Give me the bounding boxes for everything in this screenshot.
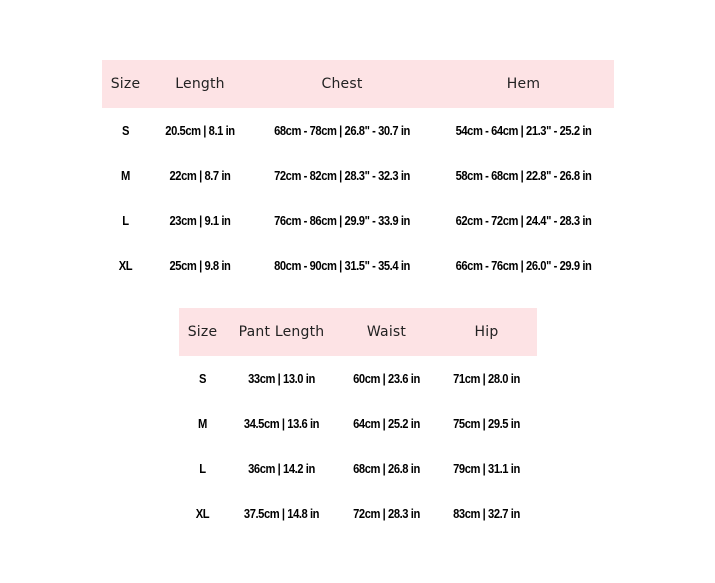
size-cell: L <box>122 213 129 228</box>
table-row <box>102 198 614 243</box>
length-cell: 23cm | 9.1 in <box>169 213 231 228</box>
hip-cell: 83cm | 32.7 in <box>453 506 520 521</box>
header-waist: Waist <box>337 308 436 356</box>
table-row <box>102 243 614 288</box>
table-row <box>179 356 537 401</box>
header-length: Length <box>149 60 251 108</box>
table-header-row <box>102 60 614 108</box>
size-cell: XL <box>195 506 210 521</box>
length-cell: 20.5cm | 8.1 in <box>165 123 235 138</box>
size-cell: M <box>121 168 130 183</box>
header-size: Size <box>179 308 226 356</box>
pant-length-cell: 33cm | 13.0 in <box>248 371 315 386</box>
length-cell: 25cm | 9.8 in <box>169 258 231 273</box>
top-size-table <box>102 60 614 288</box>
waist-cell: 64cm | 25.2 in <box>353 416 420 431</box>
hip-cell: 75cm | 29.5 in <box>453 416 520 431</box>
header-chest: Chest <box>251 60 433 108</box>
length-cell: 22cm | 8.7 in <box>169 168 231 183</box>
table-row <box>102 108 614 153</box>
size-cell: XL <box>118 258 133 273</box>
pant-length-cell: 37.5cm | 14.8 in <box>243 506 320 521</box>
chest-cell: 80cm - 90cm | 31.5" - 35.4 in <box>274 258 410 273</box>
hem-cell: 62cm - 72cm | 24.4" - 28.3 in <box>455 213 592 228</box>
hip-cell: 71cm | 28.0 in <box>453 371 520 386</box>
header-pant-length: Pant Length <box>226 308 337 356</box>
table-row <box>179 401 537 446</box>
pant-length-cell: 34.5cm | 13.6 in <box>243 416 320 431</box>
size-cell: S <box>198 371 207 386</box>
table-row <box>179 446 537 491</box>
header-hip: Hip <box>436 308 537 356</box>
hip-cell: 79cm | 31.1 in <box>453 461 520 476</box>
table-row <box>179 491 537 536</box>
hem-cell: 66cm - 76cm | 26.0" - 29.9 in <box>455 258 592 273</box>
pant-length-cell: 36cm | 14.2 in <box>248 461 315 476</box>
size-cell: S <box>121 123 130 138</box>
chest-cell: 76cm - 86cm | 29.9" - 33.9 in <box>274 213 410 228</box>
chest-cell: 72cm - 82cm | 28.3" - 32.3 in <box>274 168 410 183</box>
hem-cell: 54cm - 64cm | 21.3" - 25.2 in <box>455 123 592 138</box>
chest-cell: 68cm - 78cm | 26.8" - 30.7 in <box>274 123 410 138</box>
bottom-size-table <box>179 308 537 536</box>
header-hem: Hem <box>433 60 614 108</box>
waist-cell: 72cm | 28.3 in <box>353 506 420 521</box>
header-size: Size <box>102 60 149 108</box>
hem-cell: 58cm - 68cm | 22.8" - 26.8 in <box>455 168 592 183</box>
waist-cell: 60cm | 23.6 in <box>353 371 420 386</box>
size-cell: M <box>198 416 207 431</box>
table-header-row <box>179 308 537 356</box>
table-row <box>102 153 614 198</box>
waist-cell: 68cm | 26.8 in <box>353 461 420 476</box>
size-cell: L <box>199 461 206 476</box>
